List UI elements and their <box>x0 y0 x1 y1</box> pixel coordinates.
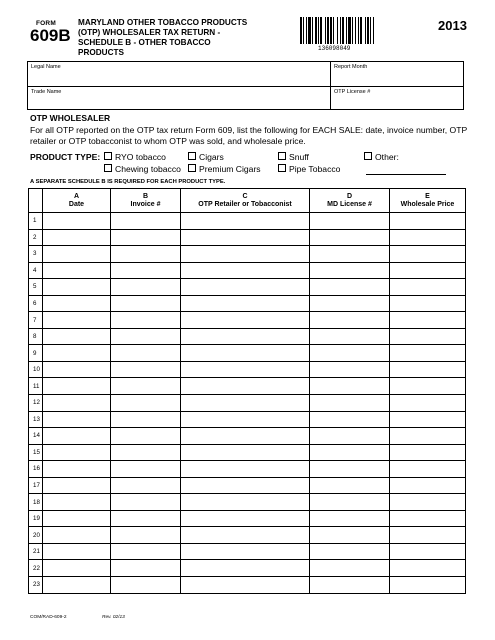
cell-price[interactable] <box>390 395 466 412</box>
row-number: 9 <box>29 345 43 362</box>
checkbox-icon[interactable] <box>278 152 286 160</box>
checkbox-icon[interactable] <box>104 164 112 172</box>
cell-retailer[interactable] <box>181 428 310 445</box>
cell-date[interactable] <box>43 560 111 577</box>
column-header-license: D MD License # <box>310 189 390 213</box>
cell-invoice[interactable] <box>111 229 181 246</box>
cell-price[interactable] <box>390 213 466 230</box>
cell-price[interactable] <box>390 246 466 263</box>
option-snuff[interactable]: Snuff <box>278 152 309 162</box>
cell-price[interactable] <box>390 279 466 296</box>
option-pipe-tobacco[interactable]: Pipe Tobacco <box>278 164 340 174</box>
table-row <box>29 494 466 511</box>
cell-retailer[interactable] <box>181 494 310 511</box>
cell-retailer[interactable] <box>181 312 310 329</box>
report-month-field[interactable]: Report Month <box>334 64 368 70</box>
instructions: For all OTP reported on the OTP tax return Form 609, list the following for EACH SALE: date, invoice number, OTP retailer or OTP tobacconist to whom OTP was sold, and wholesale price. <box>30 125 468 146</box>
row-number: 13 <box>29 411 43 428</box>
barcode-number: 136098049 <box>318 45 351 52</box>
cell-price[interactable] <box>390 428 466 445</box>
table-row <box>29 229 466 246</box>
cell-invoice[interactable] <box>111 510 181 527</box>
table-row <box>29 279 466 296</box>
cell-invoice[interactable] <box>111 378 181 395</box>
row-number: 11 <box>29 378 43 395</box>
section-title: OTP WHOLESALER <box>30 113 111 123</box>
row-number: 3 <box>29 246 43 263</box>
cell-retailer[interactable] <box>181 543 310 560</box>
cell-date[interactable] <box>43 295 111 312</box>
cell-license[interactable] <box>310 312 390 329</box>
checkbox-icon[interactable] <box>278 164 286 172</box>
cell-license[interactable] <box>310 229 390 246</box>
cell-invoice[interactable] <box>111 262 181 279</box>
table-row <box>29 295 466 312</box>
option-other[interactable]: Other: <box>364 152 399 162</box>
cell-price[interactable] <box>390 543 466 560</box>
checkbox-icon[interactable] <box>188 164 196 172</box>
cell-license[interactable] <box>310 246 390 263</box>
checkbox-icon[interactable] <box>104 152 112 160</box>
row-number: 22 <box>29 560 43 577</box>
row-number: 8 <box>29 328 43 345</box>
cell-license[interactable] <box>310 345 390 362</box>
cell-price[interactable] <box>390 527 466 544</box>
cell-retailer[interactable] <box>181 246 310 263</box>
cell-license[interactable] <box>310 295 390 312</box>
otp-license-field[interactable]: OTP License # <box>334 89 371 95</box>
table-row <box>29 213 466 230</box>
cell-license[interactable] <box>310 527 390 544</box>
row-number: 20 <box>29 527 43 544</box>
row-number: 10 <box>29 361 43 378</box>
cell-price[interactable] <box>390 328 466 345</box>
option-ryo-tobacco[interactable]: RYO tobacco <box>104 152 166 162</box>
table-row <box>29 560 466 577</box>
cell-invoice[interactable] <box>111 444 181 461</box>
cell-invoice[interactable] <box>111 577 181 594</box>
cell-date[interactable] <box>43 213 111 230</box>
cell-license[interactable] <box>310 494 390 511</box>
row-number-header <box>29 189 43 213</box>
cell-retailer[interactable] <box>181 213 310 230</box>
cell-date[interactable] <box>43 510 111 527</box>
cell-invoice[interactable] <box>111 395 181 412</box>
cell-license[interactable] <box>310 560 390 577</box>
cell-retailer[interactable] <box>181 477 310 494</box>
cell-license[interactable] <box>310 395 390 412</box>
row-number: 23 <box>29 577 43 594</box>
checkbox-icon[interactable] <box>188 152 196 160</box>
cell-date[interactable] <box>43 395 111 412</box>
cell-license[interactable] <box>310 510 390 527</box>
row-number: 2 <box>29 229 43 246</box>
table-row <box>29 510 466 527</box>
separate-schedule-note: A SEPARATE SCHEDULE B IS REQUIRED FOR EACH PRODUCT TYPE. <box>30 179 226 185</box>
cell-price[interactable] <box>390 262 466 279</box>
table-row <box>29 428 466 445</box>
cell-date[interactable] <box>43 428 111 445</box>
cell-license[interactable] <box>310 279 390 296</box>
table-row <box>29 262 466 279</box>
cell-invoice[interactable] <box>111 461 181 478</box>
cell-price[interactable] <box>390 494 466 511</box>
cell-invoice[interactable] <box>111 494 181 511</box>
table-row <box>29 577 466 594</box>
cell-date[interactable] <box>43 543 111 560</box>
table-row <box>29 312 466 329</box>
cell-license[interactable] <box>310 444 390 461</box>
row-number: 15 <box>29 444 43 461</box>
row-number: 6 <box>29 295 43 312</box>
table-row <box>29 328 466 345</box>
row-number: 19 <box>29 510 43 527</box>
cell-invoice[interactable] <box>111 477 181 494</box>
cell-retailer[interactable] <box>181 577 310 594</box>
cell-price[interactable] <box>390 577 466 594</box>
option-premium-cigars[interactable]: Premium Cigars <box>188 164 261 174</box>
cell-date[interactable] <box>43 477 111 494</box>
cell-invoice[interactable] <box>111 213 181 230</box>
cell-retailer[interactable] <box>181 444 310 461</box>
checkbox-icon[interactable] <box>364 152 372 160</box>
cell-license[interactable] <box>310 428 390 445</box>
cell-invoice[interactable] <box>111 543 181 560</box>
row-number: 14 <box>29 428 43 445</box>
cell-invoice[interactable] <box>111 312 181 329</box>
cell-date[interactable] <box>43 328 111 345</box>
cell-price[interactable] <box>390 510 466 527</box>
row-number: 18 <box>29 494 43 511</box>
cell-price[interactable] <box>390 295 466 312</box>
cell-date[interactable] <box>43 229 111 246</box>
column-header-price: E Wholesale Price <box>390 189 466 213</box>
barcode-bar <box>373 17 374 44</box>
option-cigars[interactable]: Cigars <box>188 152 224 162</box>
table-row <box>29 411 466 428</box>
table-row <box>29 378 466 395</box>
table-row <box>29 444 466 461</box>
barcode <box>300 17 410 44</box>
cell-license[interactable] <box>310 361 390 378</box>
cell-retailer[interactable] <box>181 328 310 345</box>
option-chewing-tobacco[interactable]: Chewing tobacco <box>104 164 181 174</box>
cell-date[interactable] <box>43 378 111 395</box>
cell-license[interactable] <box>310 411 390 428</box>
cell-date[interactable] <box>43 444 111 461</box>
table-row <box>29 477 466 494</box>
cell-retailer[interactable] <box>181 411 310 428</box>
trade-name-field[interactable]: Trade Name <box>31 89 62 95</box>
cell-retailer[interactable] <box>181 279 310 296</box>
row-number: 1 <box>29 213 43 230</box>
row-number: 12 <box>29 395 43 412</box>
cell-retailer[interactable] <box>181 395 310 412</box>
cell-license[interactable] <box>310 477 390 494</box>
cell-date[interactable] <box>43 494 111 511</box>
legal-name-field[interactable]: Legal Name <box>31 64 61 70</box>
cell-invoice[interactable] <box>111 361 181 378</box>
cell-price[interactable] <box>390 345 466 362</box>
cell-invoice[interactable] <box>111 279 181 296</box>
column-header-invoice: B Invoice # <box>111 189 181 213</box>
cell-license[interactable] <box>310 378 390 395</box>
row-number: 21 <box>29 543 43 560</box>
cell-retailer[interactable] <box>181 295 310 312</box>
cell-price[interactable] <box>390 229 466 246</box>
form-label: FORM <box>36 20 56 27</box>
cell-date[interactable] <box>43 312 111 329</box>
cell-retailer[interactable] <box>181 527 310 544</box>
row-number: 4 <box>29 262 43 279</box>
table-row <box>29 345 466 362</box>
cell-date[interactable] <box>43 527 111 544</box>
cell-date[interactable] <box>43 461 111 478</box>
cell-price[interactable] <box>390 378 466 395</box>
cell-retailer[interactable] <box>181 510 310 527</box>
cell-invoice[interactable] <box>111 560 181 577</box>
cell-license[interactable] <box>310 577 390 594</box>
row-number: 5 <box>29 279 43 296</box>
taxpayer-info-box <box>27 61 464 110</box>
table-row <box>29 527 466 544</box>
form-code: COM/RAD-609-2 <box>30 615 67 620</box>
cell-invoice[interactable] <box>111 411 181 428</box>
cell-retailer[interactable] <box>181 361 310 378</box>
cell-price[interactable] <box>390 444 466 461</box>
product-type-label: PRODUCT TYPE: <box>30 152 101 162</box>
cell-date[interactable] <box>43 361 111 378</box>
cell-invoice[interactable] <box>111 246 181 263</box>
row-number: 7 <box>29 312 43 329</box>
table-row <box>29 543 466 560</box>
cell-date[interactable] <box>43 246 111 263</box>
column-header-retailer: C OTP Retailer or Tobacconist <box>181 189 310 213</box>
form-number: 609B <box>30 26 71 45</box>
tax-year: 2013 <box>438 18 467 33</box>
cell-price[interactable] <box>390 560 466 577</box>
revision-date: Rev. 02/13 <box>102 615 125 620</box>
cell-price[interactable] <box>390 477 466 494</box>
cell-retailer[interactable] <box>181 229 310 246</box>
table-row <box>29 361 466 378</box>
cell-price[interactable] <box>390 312 466 329</box>
cell-date[interactable] <box>43 577 111 594</box>
cell-invoice[interactable] <box>111 345 181 362</box>
cell-date[interactable] <box>43 262 111 279</box>
row-number: 16 <box>29 461 43 478</box>
cell-invoice[interactable] <box>111 527 181 544</box>
cell-price[interactable] <box>390 461 466 478</box>
cell-invoice[interactable] <box>111 328 181 345</box>
cell-invoice[interactable] <box>111 428 181 445</box>
cell-date[interactable] <box>43 411 111 428</box>
other-specify-line[interactable] <box>366 174 446 175</box>
cell-retailer[interactable] <box>181 560 310 577</box>
cell-date[interactable] <box>43 345 111 362</box>
cell-retailer[interactable] <box>181 262 310 279</box>
column-header-date: A Date <box>43 189 111 213</box>
cell-invoice[interactable] <box>111 295 181 312</box>
cell-price[interactable] <box>390 411 466 428</box>
form-title: MARYLAND OTHER TOBACCO PRODUCTS (OTP) WHOLESALER TAX RETURN - SCHEDULE B - OTHER TOBACCO PRODUCTS <box>78 18 248 57</box>
sales-table <box>28 188 466 594</box>
cell-license[interactable] <box>310 543 390 560</box>
cell-price[interactable] <box>390 361 466 378</box>
table-row <box>29 246 466 263</box>
table-row <box>29 395 466 412</box>
cell-license[interactable] <box>310 461 390 478</box>
row-number: 17 <box>29 477 43 494</box>
cell-license[interactable] <box>310 262 390 279</box>
table-header-row <box>29 189 466 213</box>
cell-retailer[interactable] <box>181 378 310 395</box>
cell-retailer[interactable] <box>181 461 310 478</box>
table-row <box>29 461 466 478</box>
cell-license[interactable] <box>310 213 390 230</box>
cell-date[interactable] <box>43 279 111 296</box>
cell-retailer[interactable] <box>181 345 310 362</box>
cell-license[interactable] <box>310 328 390 345</box>
